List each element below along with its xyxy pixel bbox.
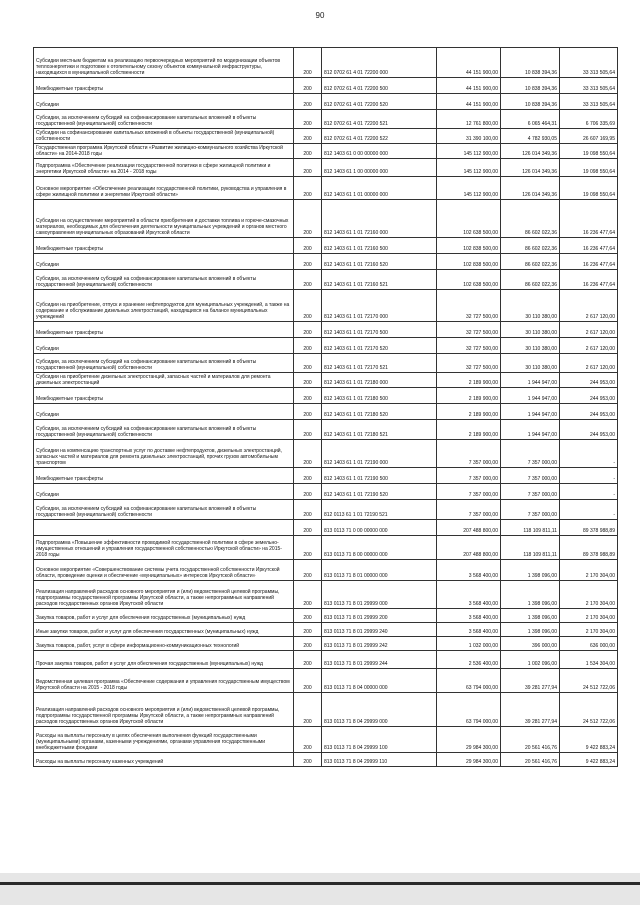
row-classification-cell: 812 1403 61 1 01 72170 500 bbox=[322, 322, 437, 338]
row-executed-amount-cell: 1 944 947,00 bbox=[501, 388, 560, 404]
row-remaining-amount-cell: 244 953,00 bbox=[560, 388, 618, 404]
row-remaining-amount-cell: 6 706 335,69 bbox=[560, 110, 618, 129]
table-row bbox=[34, 110, 618, 129]
row-executed-amount-cell: 118 109 811,11 bbox=[501, 520, 560, 536]
row-remaining-amount-cell: 2 170 304,00 bbox=[560, 560, 618, 581]
row-remaining-amount-cell: 2 617 120,00 bbox=[560, 354, 618, 373]
row-name-cell: Подпрограмма «Повышение эффективности проводимой государственной политики в сфере земельно-имущественных отношений и управления государственной собственностью Иркутской области» на 2015-2018 годы bbox=[34, 536, 294, 560]
row-remaining-amount-cell: 16 236 477,64 bbox=[560, 270, 618, 290]
row-code-cell: 200 bbox=[294, 500, 322, 520]
row-remaining-amount-cell: 19 098 550,64 bbox=[560, 159, 618, 177]
row-executed-amount-cell: 7 357 000,00 bbox=[501, 468, 560, 484]
row-executed-amount-cell: 7 357 000,00 bbox=[501, 500, 560, 520]
row-executed-amount-cell: 30 110 380,00 bbox=[501, 290, 560, 322]
row-remaining-amount-cell: 2 170 304,00 bbox=[560, 581, 618, 609]
row-classification-cell: 812 1403 61 1 01 72190 500 bbox=[322, 468, 437, 484]
table-row bbox=[34, 48, 618, 78]
row-classification-cell: 813 0113 71 8 00 00000 000 bbox=[322, 536, 437, 560]
row-code-cell: 200 bbox=[294, 669, 322, 693]
row-approved-amount-cell: 12 761 800,00 bbox=[437, 110, 501, 129]
table-row bbox=[34, 338, 618, 354]
row-approved-amount-cell: 7 357 000,00 bbox=[437, 484, 501, 500]
row-classification-cell: 812 1403 61 1 01 72160 500 bbox=[322, 238, 437, 254]
row-classification-cell: 813 0113 71 8 01 29999 240 bbox=[322, 623, 437, 637]
row-name-cell: Субсидии bbox=[34, 404, 294, 420]
row-code-cell: 200 bbox=[294, 144, 322, 159]
row-name-cell: Иные закупки товаров, работ и услуг для обеспечения государственных (муниципальных) нужд bbox=[34, 623, 294, 637]
row-name-cell: Субсидии bbox=[34, 254, 294, 270]
row-approved-amount-cell: 102 838 500,00 bbox=[437, 238, 501, 254]
table-row bbox=[34, 651, 618, 669]
row-name-cell: Субсидии на компенсацию транспортных услуг по доставке нефтепродуктов, дизельных электростанций, запасных частей и материалов для ремонта дизельных электростанций, прочих грузов автомобильным транспортом bbox=[34, 440, 294, 468]
row-approved-amount-cell: 2 536 400,00 bbox=[437, 651, 501, 669]
row-name-cell: Субсидии bbox=[34, 484, 294, 500]
table-body bbox=[34, 48, 618, 767]
row-classification-cell: 812 1403 61 1 01 72170 000 bbox=[322, 290, 437, 322]
row-code-cell: 200 bbox=[294, 623, 322, 637]
table-row bbox=[34, 129, 618, 144]
row-executed-amount-cell: 126 014 349,36 bbox=[501, 177, 560, 200]
row-name-cell: Подпрограмма «Обеспечение реализации государственной политики в сфере жилищной политики и энергетики Иркутской области» на 2014 - 2018 годы bbox=[34, 159, 294, 177]
table-row bbox=[34, 254, 618, 270]
budget-table-container bbox=[33, 47, 617, 767]
row-approved-amount-cell: 102 838 500,00 bbox=[437, 254, 501, 270]
row-executed-amount-cell: 86 602 022,36 bbox=[501, 200, 560, 238]
row-executed-amount-cell: 1 944 947,00 bbox=[501, 373, 560, 388]
row-code-cell: 200 bbox=[294, 404, 322, 420]
page-number: 90 bbox=[315, 11, 325, 20]
row-name-cell: Государственная программа Иркутской области «Развитие жилищно-коммунального хозяйства Иркутской области» на 2014-2018 годы bbox=[34, 144, 294, 159]
row-approved-amount-cell: 145 112 900,00 bbox=[437, 159, 501, 177]
row-executed-amount-cell: 6 065 464,31 bbox=[501, 110, 560, 129]
row-code-cell: 200 bbox=[294, 290, 322, 322]
table-row bbox=[34, 693, 618, 727]
row-approved-amount-cell: 1 032 000,00 bbox=[437, 637, 501, 651]
row-code-cell: 200 bbox=[294, 159, 322, 177]
table-row bbox=[34, 560, 618, 581]
row-classification-cell: 813 0113 71 8 01 29999 244 bbox=[322, 651, 437, 669]
row-executed-amount-cell: 7 357 000,00 bbox=[501, 440, 560, 468]
row-name-cell: Субсидии, за исключением субсидий на софинансирование капитальных вложений в объекты государственной (муниципальной) собственности bbox=[34, 420, 294, 440]
row-code-cell: 200 bbox=[294, 560, 322, 581]
scan-bottom-rule bbox=[0, 882, 640, 885]
row-remaining-amount-cell: 16 236 477,64 bbox=[560, 254, 618, 270]
table-row bbox=[34, 637, 618, 651]
row-approved-amount-cell: 31 390 100,00 bbox=[437, 129, 501, 144]
row-executed-amount-cell: 1 944 947,00 bbox=[501, 404, 560, 420]
row-approved-amount-cell: 32 727 500,00 bbox=[437, 354, 501, 373]
row-classification-cell: 813 0113 71 8 04 29999 110 bbox=[322, 753, 437, 767]
row-executed-amount-cell: 1 398 096,00 bbox=[501, 623, 560, 637]
row-approved-amount-cell: 102 638 500,00 bbox=[437, 200, 501, 238]
table-row bbox=[34, 388, 618, 404]
row-name-cell: Субсидии, за исключением субсидий на софинансирование капитальных вложений в объекты государственной (муниципальной) собственности bbox=[34, 354, 294, 373]
row-code-cell: 200 bbox=[294, 322, 322, 338]
row-name-cell: Субсидии на приобретение дизельных электростанций, запасных частей и материалов для ремонта дизельных электростанций bbox=[34, 373, 294, 388]
row-approved-amount-cell: 145 112 900,00 bbox=[437, 144, 501, 159]
row-classification-cell: 812 0702 61 4 01 72200 521 bbox=[322, 110, 437, 129]
row-executed-amount-cell: 10 838 394,36 bbox=[501, 78, 560, 94]
scan-bottom-strip bbox=[0, 873, 640, 905]
row-executed-amount-cell: 126 014 349,36 bbox=[501, 159, 560, 177]
table-row bbox=[34, 440, 618, 468]
row-remaining-amount-cell: 19 098 550,64 bbox=[560, 177, 618, 200]
row-remaining-amount-cell: 244 953,00 bbox=[560, 404, 618, 420]
budget-execution-table bbox=[33, 47, 618, 767]
row-executed-amount-cell: 86 602 022,36 bbox=[501, 270, 560, 290]
row-approved-amount-cell: 32 727 500,00 bbox=[437, 290, 501, 322]
row-remaining-amount-cell: 1 534 304,00 bbox=[560, 651, 618, 669]
row-remaining-amount-cell: 24 512 722,06 bbox=[560, 669, 618, 693]
table-row bbox=[34, 354, 618, 373]
row-code-cell: 200 bbox=[294, 581, 322, 609]
table-row bbox=[34, 520, 618, 536]
row-code-cell: 200 bbox=[294, 388, 322, 404]
row-name-cell: Субсидии bbox=[34, 338, 294, 354]
row-name-cell: Закупка товаров, работ и услуг для обеспечения государственных (муниципальных) нужд bbox=[34, 609, 294, 623]
row-code-cell: 200 bbox=[294, 78, 322, 94]
table-row bbox=[34, 144, 618, 159]
row-remaining-amount-cell: 19 098 550,64 bbox=[560, 144, 618, 159]
row-remaining-amount-cell: 2 170 304,00 bbox=[560, 609, 618, 623]
row-classification-cell: 812 1403 61 1 01 00000 000 bbox=[322, 177, 437, 200]
row-remaining-amount-cell: 33 313 505,64 bbox=[560, 94, 618, 110]
row-name-cell: Межбюджетные трансферты bbox=[34, 468, 294, 484]
row-name-cell: Прочая закупка товаров, работ и услуг для обеспечения государственных (муниципальных) нужд bbox=[34, 651, 294, 669]
row-executed-amount-cell: 1 944 947,00 bbox=[501, 420, 560, 440]
row-executed-amount-cell: 30 110 380,00 bbox=[501, 338, 560, 354]
row-classification-cell: 812 0702 61 4 01 72200 000 bbox=[322, 48, 437, 78]
row-approved-amount-cell: 44 151 900,00 bbox=[437, 94, 501, 110]
row-classification-cell: 813 0113 71 8 04 29999 100 bbox=[322, 727, 437, 753]
row-executed-amount-cell: 4 782 930,05 bbox=[501, 129, 560, 144]
row-executed-amount-cell: 86 602 022,36 bbox=[501, 238, 560, 254]
table-row bbox=[34, 270, 618, 290]
row-name-cell: Субсидии на осуществление мероприятий в области приобретения и доставки топлива и горюче-смазочных материалов, необходимых для обеспечения деятельности муниципальных учреждений и органов местного самоуправления муниципальных образований Иркутской области bbox=[34, 200, 294, 238]
row-code-cell: 200 bbox=[294, 727, 322, 753]
table-row bbox=[34, 581, 618, 609]
row-name-cell: Межбюджетные трансферты bbox=[34, 238, 294, 254]
row-classification-cell: 812 1403 61 1 01 72160 521 bbox=[322, 270, 437, 290]
row-approved-amount-cell: 63 794 000,00 bbox=[437, 693, 501, 727]
row-name-cell: Межбюджетные трансферты bbox=[34, 388, 294, 404]
row-code-cell: 200 bbox=[294, 238, 322, 254]
row-classification-cell: 812 1403 61 1 01 72190 000 bbox=[322, 440, 437, 468]
row-classification-cell: 812 1403 61 1 01 72180 000 bbox=[322, 373, 437, 388]
row-code-cell: 200 bbox=[294, 48, 322, 78]
row-code-cell: 200 bbox=[294, 468, 322, 484]
row-name-cell: Межбюджетные трансферты bbox=[34, 322, 294, 338]
table-row bbox=[34, 623, 618, 637]
row-code-cell: 200 bbox=[294, 520, 322, 536]
row-remaining-amount-cell: 89 378 988,89 bbox=[560, 536, 618, 560]
row-classification-cell: 812 1403 61 1 00 00000 000 bbox=[322, 159, 437, 177]
row-name-cell: Субсидии на приобретение, отпуск и хранение нефтепродуктов для муниципальных учреждений, а также на содержание и обслуживание дизельных электростанций, находящихся на балансе муниципальных учреждений bbox=[34, 290, 294, 322]
row-name-cell: Основное мероприятие «Совершенствование системы учета государственной собственности Иркутской области, проведение оценки и обеспечение «муниципальных» интересов Иркутской области» bbox=[34, 560, 294, 581]
row-remaining-amount-cell: 244 953,00 bbox=[560, 420, 618, 440]
row-approved-amount-cell: 7 357 000,00 bbox=[437, 468, 501, 484]
row-approved-amount-cell: 207 488 800,00 bbox=[437, 536, 501, 560]
row-remaining-amount-cell: 24 512 722,06 bbox=[560, 693, 618, 727]
row-remaining-amount-cell: 33 313 505,64 bbox=[560, 78, 618, 94]
row-approved-amount-cell: 145 112 900,00 bbox=[437, 177, 501, 200]
row-name-cell bbox=[34, 520, 294, 536]
row-remaining-amount-cell: - bbox=[560, 440, 618, 468]
row-code-cell: 200 bbox=[294, 637, 322, 651]
row-remaining-amount-cell: 33 313 505,64 bbox=[560, 48, 618, 78]
table-row bbox=[34, 468, 618, 484]
row-approved-amount-cell: 2 189 900,00 bbox=[437, 373, 501, 388]
row-classification-cell: 812 0702 61 4 01 72200 520 bbox=[322, 94, 437, 110]
table-row bbox=[34, 159, 618, 177]
row-classification-cell: 812 1403 61 1 01 72170 521 bbox=[322, 354, 437, 373]
row-code-cell: 200 bbox=[294, 177, 322, 200]
row-name-cell: Субсидии местным бюджетам на реализацию первоочередных мероприятий по модернизации объектов теплоэнергетики и подготовке к отопительному сезону объектов коммунальной инфраструктуры, находящихся в муниципальной собственности bbox=[34, 48, 294, 78]
row-code-cell: 200 bbox=[294, 254, 322, 270]
row-approved-amount-cell: 3 568 400,00 bbox=[437, 560, 501, 581]
row-approved-amount-cell: 7 357 000,00 bbox=[437, 500, 501, 520]
row-code-cell: 200 bbox=[294, 338, 322, 354]
row-classification-cell: 812 1403 61 1 01 72180 520 bbox=[322, 404, 437, 420]
row-code-cell: 200 bbox=[294, 420, 322, 440]
row-remaining-amount-cell: - bbox=[560, 484, 618, 500]
row-code-cell: 200 bbox=[294, 110, 322, 129]
row-classification-cell: 812 0702 61 4 01 72200 522 bbox=[322, 129, 437, 144]
row-name-cell: Субсидии на софинансирование капитальных вложений в объекты государственной (муниципальной) собственности bbox=[34, 129, 294, 144]
row-executed-amount-cell: 30 110 380,00 bbox=[501, 322, 560, 338]
row-executed-amount-cell: 1 398 096,00 bbox=[501, 609, 560, 623]
table-row bbox=[34, 373, 618, 388]
row-approved-amount-cell: 29 984 300,00 bbox=[437, 753, 501, 767]
row-code-cell: 200 bbox=[294, 536, 322, 560]
row-approved-amount-cell: 207 488 800,00 bbox=[437, 520, 501, 536]
row-code-cell: 200 bbox=[294, 609, 322, 623]
row-classification-cell: 812 0702 61 4 01 72200 500 bbox=[322, 78, 437, 94]
row-remaining-amount-cell: 16 236 477,64 bbox=[560, 200, 618, 238]
row-classification-cell: 813 0113 71 8 01 29999 000 bbox=[322, 581, 437, 609]
row-executed-amount-cell: 126 014 349,36 bbox=[501, 144, 560, 159]
row-executed-amount-cell: 7 357 000,00 bbox=[501, 484, 560, 500]
row-approved-amount-cell: 44 151 900,00 bbox=[437, 48, 501, 78]
row-remaining-amount-cell: 26 607 169,95 bbox=[560, 129, 618, 144]
row-name-cell: Расходы на выплаты персоналу казенных учреждений bbox=[34, 753, 294, 767]
row-executed-amount-cell: 20 561 416,76 bbox=[501, 753, 560, 767]
row-approved-amount-cell: 3 568 400,00 bbox=[437, 581, 501, 609]
row-code-cell: 200 bbox=[294, 651, 322, 669]
table-row bbox=[34, 727, 618, 753]
row-executed-amount-cell: 118 109 811,11 bbox=[501, 536, 560, 560]
row-remaining-amount-cell: 2 170 304,00 bbox=[560, 623, 618, 637]
row-approved-amount-cell: 3 568 400,00 bbox=[437, 623, 501, 637]
row-approved-amount-cell: 2 189 900,00 bbox=[437, 388, 501, 404]
row-approved-amount-cell: 32 727 500,00 bbox=[437, 338, 501, 354]
row-executed-amount-cell: 39 281 277,94 bbox=[501, 669, 560, 693]
row-classification-cell: 812 1403 61 1 01 72170 520 bbox=[322, 338, 437, 354]
row-remaining-amount-cell: 636 000,00 bbox=[560, 637, 618, 651]
table-row bbox=[34, 669, 618, 693]
row-code-cell: 200 bbox=[294, 129, 322, 144]
row-approved-amount-cell: 102 638 500,00 bbox=[437, 270, 501, 290]
row-executed-amount-cell: 30 110 380,00 bbox=[501, 354, 560, 373]
row-classification-cell: 812 1403 61 0 00 00000 000 bbox=[322, 144, 437, 159]
table-row bbox=[34, 484, 618, 500]
row-executed-amount-cell: 20 561 416,76 bbox=[501, 727, 560, 753]
row-classification-cell: 812 1403 61 1 01 72180 500 bbox=[322, 388, 437, 404]
row-name-cell: Субсидии, за исключением субсидий на софинансирование капитальных вложений в объекты государственной (муниципальной) собственности bbox=[34, 500, 294, 520]
row-remaining-amount-cell: - bbox=[560, 468, 618, 484]
row-approved-amount-cell: 29 984 300,00 bbox=[437, 727, 501, 753]
row-name-cell: Основное мероприятие «Обеспечение реализации государственной политики, руководства и управления в сфере жилищной политики и энергетики Иркутской области» bbox=[34, 177, 294, 200]
table-row bbox=[34, 500, 618, 520]
row-name-cell: Закупка товаров, работ, услуг в сфере информационно-коммуникационных технологий bbox=[34, 637, 294, 651]
row-remaining-amount-cell: 89 378 988,89 bbox=[560, 520, 618, 536]
row-classification-cell: 812 1403 61 1 01 72180 521 bbox=[322, 420, 437, 440]
row-remaining-amount-cell: 9 422 883,24 bbox=[560, 727, 618, 753]
row-approved-amount-cell: 3 568 400,00 bbox=[437, 609, 501, 623]
row-remaining-amount-cell: 9 422 883,24 bbox=[560, 753, 618, 767]
row-remaining-amount-cell: 2 617 120,00 bbox=[560, 338, 618, 354]
row-executed-amount-cell: 10 838 394,36 bbox=[501, 48, 560, 78]
table-row bbox=[34, 94, 618, 110]
row-code-cell: 200 bbox=[294, 693, 322, 727]
row-code-cell: 200 bbox=[294, 94, 322, 110]
row-executed-amount-cell: 1 398 096,00 bbox=[501, 560, 560, 581]
table-row bbox=[34, 536, 618, 560]
row-name-cell: Субсидии bbox=[34, 94, 294, 110]
row-classification-cell: 812 1403 61 1 01 72160 520 bbox=[322, 254, 437, 270]
row-name-cell: Межбюджетные трансферты bbox=[34, 78, 294, 94]
row-name-cell: Реализация направлений расходов основного мероприятия и (или) ведомственной целевой программы, подпрограммы государственной программы Иркутской области, а также непрограммных направлений расходов государственных органов Иркутской области bbox=[34, 581, 294, 609]
row-executed-amount-cell: 1 398 096,00 bbox=[501, 581, 560, 609]
row-classification-cell: 813 0113 71 8 01 29999 200 bbox=[322, 609, 437, 623]
row-code-cell: 200 bbox=[294, 373, 322, 388]
row-name-cell: Реализация направлений расходов основного мероприятия и (или) ведомственной целевой программы, подпрограммы государственной программы Иркутской области, а также непрограммных направлений расходов государственных органов Иркутской области bbox=[34, 693, 294, 727]
row-code-cell: 200 bbox=[294, 753, 322, 767]
table-row bbox=[34, 290, 618, 322]
row-classification-cell: 812 1403 61 1 01 72160 000 bbox=[322, 200, 437, 238]
row-executed-amount-cell: 1 002 096,00 bbox=[501, 651, 560, 669]
row-remaining-amount-cell: - bbox=[560, 500, 618, 520]
row-approved-amount-cell: 44 151 900,00 bbox=[437, 78, 501, 94]
row-executed-amount-cell: 39 281 277,94 bbox=[501, 693, 560, 727]
row-approved-amount-cell: 63 794 000,00 bbox=[437, 669, 501, 693]
row-executed-amount-cell: 396 000,00 bbox=[501, 637, 560, 651]
row-name-cell: Субсидии, за исключением субсидий на софинансирование капитальных вложений в объекты государственной (муниципальной) собственности bbox=[34, 270, 294, 290]
row-approved-amount-cell: 7 357 000,00 bbox=[437, 440, 501, 468]
row-classification-cell: 813 0113 71 8 04 00000 000 bbox=[322, 669, 437, 693]
table-row bbox=[34, 609, 618, 623]
table-row bbox=[34, 322, 618, 338]
row-remaining-amount-cell: 2 617 120,00 bbox=[560, 322, 618, 338]
row-name-cell: Субсидии, за исключением субсидий на софинансирование капитальных вложений в объекты государственной (муниципальной) собственности bbox=[34, 110, 294, 129]
row-classification-cell: 812 0113 61 1 01 72190 521 bbox=[322, 500, 437, 520]
row-name-cell: Расходы на выплаты персоналу в целях обеспечения выполнения функций государственными (муниципальными) органами, казенными учреждениями, органами управления государственными внебюджетными фондами bbox=[34, 727, 294, 753]
row-remaining-amount-cell: 244 953,00 bbox=[560, 373, 618, 388]
row-code-cell: 200 bbox=[294, 440, 322, 468]
table-row bbox=[34, 200, 618, 238]
row-approved-amount-cell: 32 727 500,00 bbox=[437, 322, 501, 338]
row-classification-cell: 813 0113 71 8 04 29999 000 bbox=[322, 693, 437, 727]
row-approved-amount-cell: 2 189 900,00 bbox=[437, 404, 501, 420]
table-row bbox=[34, 420, 618, 440]
row-classification-cell: 813 0113 71 8 01 00000 000 bbox=[322, 560, 437, 581]
row-code-cell: 200 bbox=[294, 200, 322, 238]
table-row bbox=[34, 177, 618, 200]
row-executed-amount-cell: 86 602 022,36 bbox=[501, 254, 560, 270]
row-code-cell: 200 bbox=[294, 484, 322, 500]
table-row bbox=[34, 78, 618, 94]
row-code-cell: 200 bbox=[294, 270, 322, 290]
row-classification-cell: 813 0113 71 0 00 00000 000 bbox=[322, 520, 437, 536]
row-code-cell: 200 bbox=[294, 354, 322, 373]
row-approved-amount-cell: 2 189 900,00 bbox=[437, 420, 501, 440]
row-classification-cell: 812 1403 61 1 01 72190 520 bbox=[322, 484, 437, 500]
table-row bbox=[34, 238, 618, 254]
row-executed-amount-cell: 10 838 394,36 bbox=[501, 94, 560, 110]
table-row bbox=[34, 404, 618, 420]
table-row bbox=[34, 753, 618, 767]
row-classification-cell: 813 0113 71 8 01 29999 242 bbox=[322, 637, 437, 651]
row-remaining-amount-cell: 16 236 477,64 bbox=[560, 238, 618, 254]
row-name-cell: Ведомственная целевая программа «Обеспечение содержания и управления государственным имуществом Иркутской области на 2015 - 2018 годы bbox=[34, 669, 294, 693]
row-remaining-amount-cell: 2 617 120,00 bbox=[560, 290, 618, 322]
